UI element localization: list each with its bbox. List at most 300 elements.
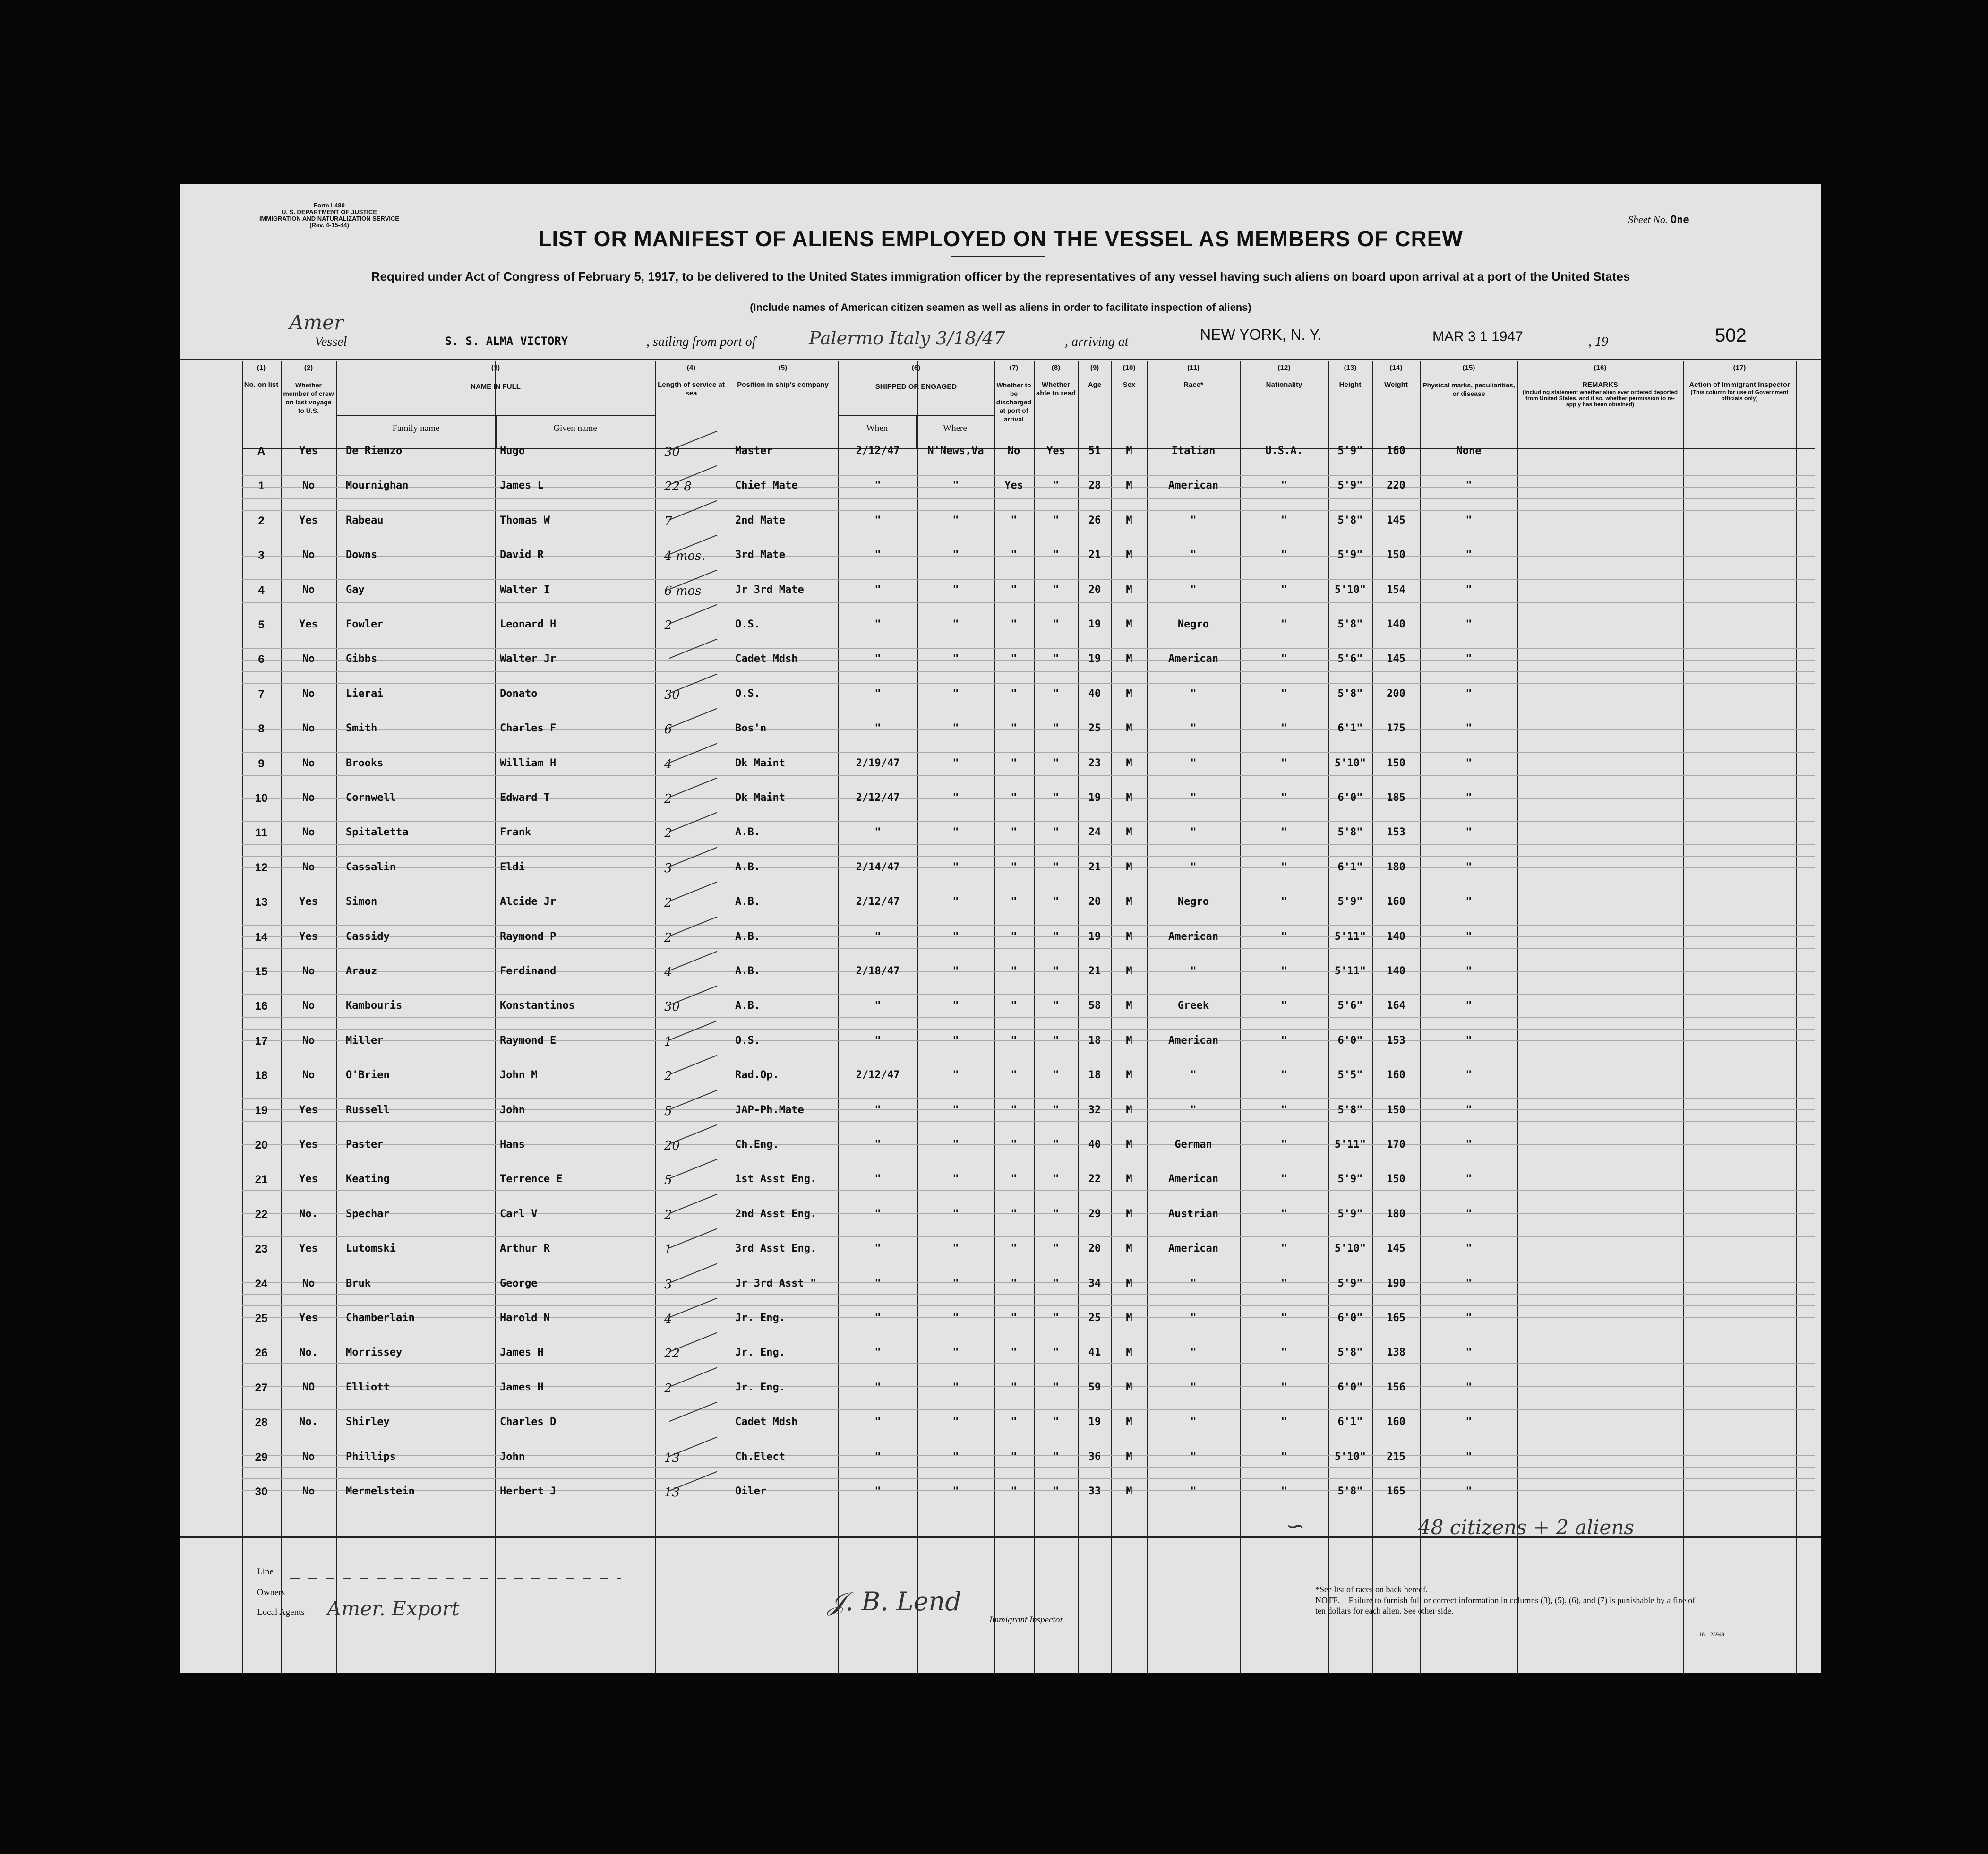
cell-service: 1: [664, 1034, 672, 1049]
cell-age: 18: [1088, 1034, 1101, 1047]
cell-service: 20: [664, 1139, 680, 1153]
column-subheader: Family name: [392, 423, 440, 433]
column-number: (17): [1733, 364, 1746, 372]
cell-read: ": [1053, 861, 1059, 873]
cell-age: 41: [1088, 1347, 1101, 1359]
cell-family: De Rienzo: [346, 445, 403, 457]
manifest-sheet: [180, 184, 1821, 1673]
column-note: (Including statement whether alien ever ordered deported from United States, and if so, whether permission to re-apply has been obtained): [1522, 389, 1678, 408]
cell-where: ": [952, 1034, 959, 1047]
cell-marks: ": [1465, 1243, 1472, 1255]
cell-age: 24: [1088, 826, 1101, 839]
cell-given: Carl V: [500, 1208, 538, 1220]
cell-last: No.: [299, 1347, 318, 1359]
column-header: [1519, 364, 1681, 408]
ruled-line: [242, 821, 1815, 822]
ruled-line: [242, 510, 1815, 511]
table-row: [180, 1485, 1821, 1500]
owners-label: Owners: [257, 1588, 285, 1597]
ruled-line: [242, 856, 1815, 857]
cell-family: Miller: [346, 1034, 384, 1047]
cell-no: 16: [255, 1000, 268, 1013]
sailing-port-value: Palermo Italy 3/18/47: [809, 328, 1005, 349]
penalty-note: NOTE.—Failure to furnish full or correct information in columns (3), (5), (6), and (7) is punishable by a fine of ten dollars for each alien. See other side.: [1315, 1596, 1696, 1615]
column-number: (7): [1009, 364, 1019, 372]
cell-family: Chamberlain: [346, 1312, 415, 1324]
cell-no: 5: [258, 618, 265, 631]
column-subheader: Given name: [553, 423, 597, 433]
cell-sex: M: [1126, 1000, 1132, 1012]
cell-weight: 220: [1387, 480, 1405, 492]
cell-where: ": [952, 514, 959, 526]
cell-last: No: [302, 549, 315, 561]
cell-read: ": [1053, 826, 1059, 839]
ruled-line: [242, 1017, 1815, 1018]
cell-family: Kambouris: [346, 1000, 403, 1012]
ruled-line: [242, 1121, 1815, 1122]
cell-race: ": [1190, 1069, 1197, 1082]
column-number: (10): [1123, 364, 1136, 372]
cell-where: ": [952, 1347, 959, 1359]
ruled-line: [242, 648, 1815, 649]
cell-marks: ": [1465, 653, 1472, 665]
cell-nat: U.S.A.: [1265, 445, 1303, 457]
cell-nat: ": [1281, 480, 1287, 492]
table-row: [180, 549, 1821, 563]
column-number: (6): [911, 364, 921, 372]
cell-disch: ": [1011, 930, 1017, 943]
cell-when: 2/19/47: [856, 757, 900, 769]
cell-height: 5'8": [1337, 514, 1363, 526]
table-row: [180, 480, 1821, 494]
table-row: [180, 861, 1821, 876]
cell-where: ": [952, 1173, 959, 1185]
cell-disch: ": [1011, 1104, 1017, 1116]
cell-height: 5'8": [1337, 1104, 1363, 1116]
cell-weight: 164: [1387, 1000, 1405, 1012]
cell-given: Charles D: [500, 1416, 557, 1428]
cell-weight: 150: [1387, 757, 1405, 769]
cell-marks: ": [1465, 1173, 1472, 1185]
cell-weight: 145: [1387, 653, 1405, 665]
cell-where: ": [952, 1139, 959, 1150]
column-label: Length of service at sea: [658, 381, 725, 397]
cell-nat: ": [1281, 1243, 1287, 1255]
cell-marks: ": [1465, 1451, 1472, 1463]
sheet-value: One: [1671, 214, 1713, 226]
cell-nat: ": [1281, 792, 1287, 804]
check-mark: [669, 430, 718, 451]
cell-position: A.B.: [735, 965, 760, 977]
cell-when: ": [874, 514, 881, 526]
cell-sex: M: [1126, 1243, 1132, 1255]
cell-sex: M: [1126, 1416, 1132, 1428]
cell-disch: ": [1011, 896, 1017, 908]
cell-last: Yes: [299, 1139, 318, 1150]
cell-last: No: [302, 792, 315, 804]
cell-position: 2nd Mate: [735, 514, 785, 526]
cell-height: 6'0": [1337, 792, 1363, 804]
cell-read: ": [1053, 722, 1059, 735]
cell-race: American: [1168, 480, 1218, 492]
table-row: [180, 1416, 1821, 1430]
cell-nat: ": [1281, 1139, 1287, 1150]
cell-service: 4 mos.: [664, 549, 705, 564]
cell-disch: No: [1007, 445, 1020, 457]
cell-family: Bruk: [346, 1277, 371, 1289]
cell-weight: 160: [1387, 1416, 1405, 1428]
ruled-line: [242, 994, 1815, 995]
cell-read: ": [1053, 896, 1059, 908]
cell-disch: ": [1011, 1034, 1017, 1047]
cell-age: 19: [1088, 618, 1101, 630]
column-header: [283, 364, 334, 415]
cell-height: 5'8": [1337, 826, 1363, 839]
table-row: [180, 618, 1821, 633]
cell-race: Italian: [1171, 445, 1216, 457]
cell-sex: M: [1126, 653, 1132, 665]
cell-no: 21: [255, 1173, 268, 1186]
cell-no: 28: [255, 1416, 268, 1429]
cell-marks: ": [1465, 618, 1472, 630]
table-row: [180, 1208, 1821, 1222]
cell-marks: ": [1465, 1277, 1472, 1289]
cell-family: Mournighan: [346, 480, 409, 492]
cell-given: James L: [500, 480, 544, 492]
cell-position: O.S.: [735, 1034, 760, 1047]
cell-position: O.S.: [735, 618, 760, 630]
cell-no: 23: [255, 1243, 268, 1256]
cell-marks: ": [1465, 1104, 1472, 1116]
cell-family: Phillips: [346, 1451, 396, 1463]
cell-last: No.: [299, 1208, 318, 1220]
ruled-line: [242, 1294, 1815, 1295]
cell-nat: ": [1281, 930, 1287, 943]
cell-height: 5'11": [1334, 930, 1366, 943]
cell-height: 6'1": [1337, 1416, 1363, 1428]
title-rule: [951, 256, 1045, 258]
cell-age: 18: [1088, 1069, 1101, 1082]
cell-nat: ": [1281, 1069, 1287, 1082]
column-subheader: Where: [943, 423, 967, 433]
cell-weight: 185: [1387, 792, 1405, 804]
cell-service: 1: [664, 1243, 672, 1257]
cell-age: 23: [1088, 757, 1101, 769]
cell-disch: ": [1011, 1173, 1017, 1185]
cell-nat: ": [1281, 1277, 1287, 1289]
cell-height: 5'10": [1334, 1243, 1366, 1255]
cell-position: JAP-Ph.Mate: [735, 1104, 804, 1116]
check-mark: [669, 1193, 718, 1214]
cell-age: 20: [1088, 1243, 1101, 1255]
cell-disch: ": [1011, 826, 1017, 839]
table-row: [180, 757, 1821, 772]
column-label: SHIPPED OR ENGAGED: [875, 383, 957, 391]
cell-weight: 150: [1387, 1104, 1405, 1116]
cell-service: 22: [664, 1347, 680, 1361]
line-label: Line: [257, 1567, 274, 1577]
cell-when: ": [874, 1034, 881, 1047]
cell-when: ": [874, 1312, 881, 1324]
cell-height: 5'11": [1334, 965, 1366, 977]
cell-family: Cassidy: [346, 930, 390, 943]
cell-when: ": [874, 549, 881, 561]
cell-when: ": [874, 584, 881, 596]
cell-weight: 145: [1387, 514, 1405, 526]
cell-given: Hugo: [500, 445, 525, 457]
check-mark: [669, 639, 718, 659]
column-subheader: When: [866, 423, 888, 433]
cell-sex: M: [1126, 792, 1132, 804]
cell-marks: ": [1465, 1381, 1472, 1393]
column-number: (12): [1277, 364, 1291, 372]
cell-given: Walter I: [500, 584, 550, 596]
crew-count-note: 48 citizens + 2 aliens: [1418, 1516, 1634, 1539]
cell-no: 15: [255, 965, 268, 978]
cell-marks: ": [1465, 757, 1472, 769]
cell-weight: 160: [1387, 445, 1405, 457]
cell-disch: ": [1011, 653, 1017, 665]
cell-read: ": [1053, 480, 1059, 492]
cell-position: Jr. Eng.: [735, 1312, 785, 1324]
cell-marks: ": [1465, 792, 1472, 804]
cell-where: ": [952, 1069, 959, 1082]
column-label: Race*: [1183, 381, 1203, 389]
cell-age: 21: [1088, 965, 1101, 977]
cell-given: Thomas W: [500, 514, 550, 526]
cell-given: Leonard H: [500, 618, 557, 630]
cell-age: 29: [1088, 1208, 1101, 1220]
cell-disch: ": [1011, 618, 1017, 630]
cell-where: ": [952, 653, 959, 665]
cell-marks: ": [1465, 896, 1472, 908]
table-row: [180, 1312, 1821, 1326]
cell-where: ": [952, 792, 959, 804]
cell-weight: 140: [1387, 618, 1405, 630]
cell-marks: ": [1465, 1312, 1472, 1324]
cell-nat: ": [1281, 1416, 1287, 1428]
table-row: [180, 515, 1821, 529]
cell-read: ": [1053, 1451, 1059, 1463]
ruled-line: [242, 498, 1815, 499]
cell-last: No: [302, 1485, 315, 1497]
cell-where: ": [952, 1451, 959, 1463]
cell-nat: ": [1281, 1451, 1287, 1463]
ruled-line: [242, 1190, 1815, 1191]
cell-weight: 153: [1387, 826, 1405, 839]
line-underline: [290, 1578, 621, 1579]
stamp-number: 502: [1715, 325, 1747, 346]
cell-read: ": [1053, 930, 1059, 943]
sheet-number: [1628, 214, 1713, 226]
cell-family: Paster: [346, 1139, 384, 1150]
cell-marks: ": [1465, 826, 1472, 839]
ruled-line: [242, 1098, 1815, 1099]
cell-read: ": [1053, 1034, 1059, 1047]
column-header: [244, 364, 279, 389]
cell-read: ": [1053, 965, 1059, 977]
cell-height: 6'0": [1337, 1034, 1363, 1047]
cell-age: 19: [1088, 653, 1101, 665]
cell-marks: ": [1465, 584, 1472, 596]
cell-when: ": [874, 1381, 881, 1393]
cell-marks: ": [1465, 1485, 1472, 1497]
cell-weight: 156: [1387, 1381, 1405, 1393]
check-mark: [669, 1159, 718, 1179]
cell-race: ": [1190, 549, 1197, 561]
cell-where: ": [952, 549, 959, 561]
cell-read: ": [1053, 757, 1059, 769]
cell-service: 2: [664, 896, 672, 910]
cell-service: 30: [664, 1000, 680, 1014]
cell-race: German: [1174, 1139, 1212, 1150]
column-header: [1374, 364, 1418, 389]
cell-race: Negro: [1177, 896, 1209, 908]
check-mark: [669, 1124, 718, 1144]
cell-nat: ": [1281, 1381, 1287, 1393]
cell-disch: ": [1011, 1208, 1017, 1220]
cell-age: 51: [1088, 445, 1101, 457]
ruled-line: [242, 579, 1815, 580]
cell-sex: M: [1126, 618, 1132, 630]
cell-position: Dk Maint: [735, 792, 785, 804]
cell-disch: ": [1011, 861, 1017, 873]
cell-sex: M: [1126, 584, 1132, 596]
cell-race: Greek: [1177, 1000, 1209, 1012]
check-mark: [669, 882, 718, 902]
column-number: (13): [1344, 364, 1357, 372]
page-title: LIST OR MANIFEST OF ALIENS EMPLOYED ON THE VESSEL AS MEMBERS OF CREW: [538, 226, 1463, 251]
check-mark: [669, 847, 718, 867]
service-label: IMMIGRATION AND NATURALIZATION SERVICE: [259, 215, 400, 222]
cell-position: O.S.: [735, 687, 760, 700]
ruled-line: [242, 1363, 1815, 1364]
cell-race: ": [1190, 792, 1197, 804]
cell-service: 2: [664, 826, 672, 841]
cell-position: 3rd Asst Eng.: [735, 1243, 817, 1255]
cell-weight: 160: [1387, 896, 1405, 908]
column-header: [1149, 364, 1238, 389]
cell-age: 40: [1088, 687, 1101, 700]
cell-no: 17: [255, 1034, 268, 1047]
cell-read: Yes: [1046, 445, 1065, 457]
cell-when: 2/12/47: [856, 792, 900, 804]
cell-when: ": [874, 1277, 881, 1289]
cell-nat: ": [1281, 1347, 1287, 1359]
table-row: [180, 826, 1821, 841]
cell-disch: ": [1011, 965, 1017, 977]
cell-height: 5'8": [1337, 1347, 1363, 1359]
cell-family: Spitaletta: [346, 826, 409, 839]
cell-last: No: [302, 1000, 315, 1012]
check-mark: [669, 1020, 718, 1040]
cell-disch: ": [1011, 722, 1017, 735]
cell-sex: M: [1126, 1104, 1132, 1116]
cell-weight: 154: [1387, 584, 1405, 596]
cell-last: Yes: [299, 445, 318, 457]
cell-given: Arthur R: [500, 1243, 550, 1255]
arrival-date-stamp: MAR 3 1 1947: [1432, 329, 1523, 344]
column-header: [1330, 364, 1370, 389]
cell-given: William H: [500, 757, 557, 769]
cell-when: ": [874, 1173, 881, 1185]
ruled-line: [242, 1029, 1815, 1030]
cell-nat: ": [1281, 687, 1287, 700]
cell-weight: 200: [1387, 687, 1405, 700]
cell-sex: M: [1126, 965, 1132, 977]
cell-sex: M: [1126, 549, 1132, 561]
ruled-line: [242, 1305, 1815, 1306]
cell-service: 22 8: [664, 480, 692, 494]
cell-race: ": [1190, 757, 1197, 769]
cell-read: ": [1053, 1347, 1059, 1359]
cell-last: Yes: [299, 1243, 318, 1255]
cell-no: 13: [255, 896, 268, 909]
cell-where: ": [952, 1277, 959, 1289]
cell-race: Austrian: [1168, 1208, 1218, 1220]
inspector-signature: 𝒥. B. Lend: [828, 1587, 961, 1616]
cell-race: American: [1168, 930, 1218, 943]
cell-family: Brooks: [346, 757, 384, 769]
column-label: Height: [1339, 381, 1362, 389]
column-header: [338, 364, 653, 391]
check-mark: [669, 673, 718, 694]
cell-disch: ": [1011, 1000, 1017, 1012]
cell-service: 2: [664, 792, 672, 806]
cell-family: Russell: [346, 1104, 390, 1116]
cell-when: 2/12/47: [856, 896, 900, 908]
cell-given: Charles F: [500, 722, 557, 735]
cell-race: ": [1190, 861, 1197, 873]
column-number: (9): [1090, 364, 1099, 372]
inspector-label: Immigrant Inspector.: [989, 1615, 1065, 1625]
cell-nat: ": [1281, 861, 1287, 873]
check-mark: [669, 777, 718, 798]
cell-weight: 190: [1387, 1277, 1405, 1289]
cell-sex: M: [1126, 1312, 1132, 1324]
vessel-label: Vessel: [315, 335, 347, 349]
cell-height: 5'10": [1334, 584, 1366, 596]
cell-given: Edward T: [500, 792, 550, 804]
cell-service: 6 mos: [664, 584, 702, 598]
cell-marks: None: [1456, 445, 1482, 457]
cell-sex: M: [1126, 722, 1132, 735]
cell-race: American: [1168, 1173, 1218, 1185]
column-label: Whether to be discharged at port of arrival: [996, 381, 1032, 423]
cell-given: John M: [500, 1069, 538, 1082]
cell-age: 33: [1088, 1485, 1101, 1497]
cell-family: Smith: [346, 722, 377, 735]
cell-sex: M: [1126, 1069, 1132, 1082]
cell-age: 20: [1088, 584, 1101, 596]
ruled-line: [242, 1467, 1815, 1468]
cell-last: No: [302, 757, 315, 769]
cell-where: ": [952, 584, 959, 596]
cell-where: ": [952, 1104, 959, 1116]
cell-family: Morrissey: [346, 1347, 403, 1359]
cell-age: 19: [1088, 792, 1101, 804]
subheader-top-rule: [336, 415, 655, 416]
cell-disch: ": [1011, 1485, 1017, 1497]
cell-sex: M: [1126, 930, 1132, 943]
cell-marks: ": [1465, 1000, 1472, 1012]
cell-race: ": [1190, 826, 1197, 839]
cell-marks: ": [1465, 549, 1472, 561]
cell-weight: 170: [1387, 1139, 1405, 1150]
check-mark: [669, 743, 718, 763]
cell-service: 2: [664, 618, 672, 633]
cell-given: James H: [500, 1347, 544, 1359]
